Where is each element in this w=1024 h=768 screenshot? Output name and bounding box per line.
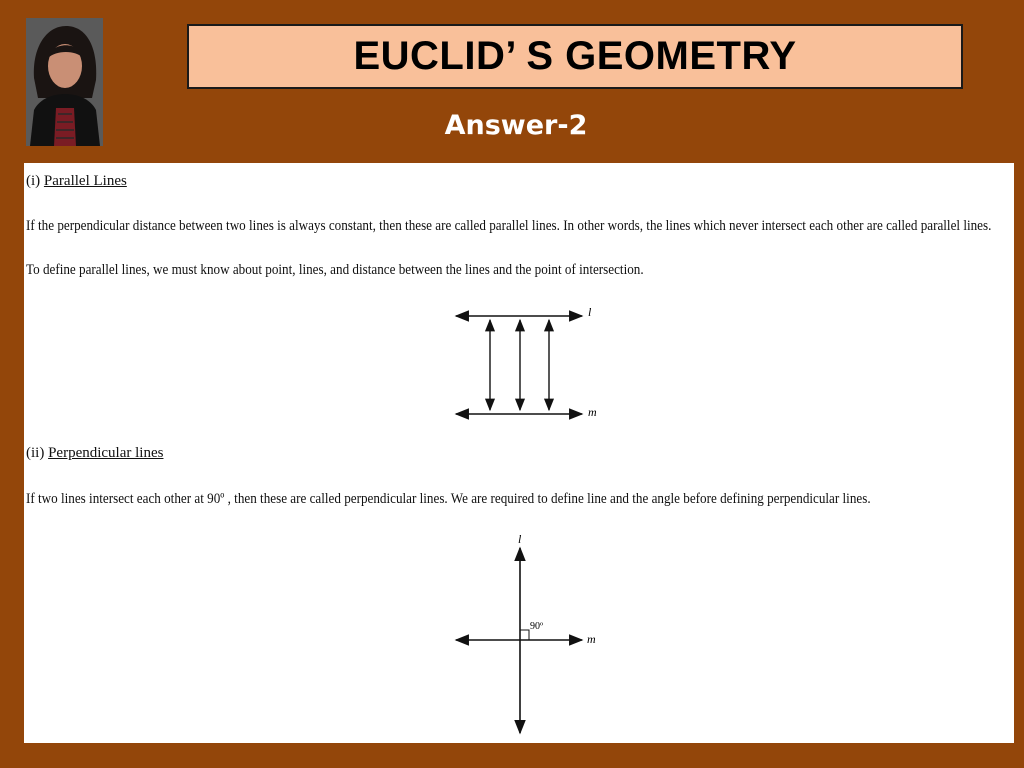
document-panel [24,163,1014,743]
angle-label: 90º [530,621,544,632]
label-l-perpendicular: l [518,532,522,546]
label-m-parallel: m [588,405,597,419]
section1-paragraph1: If the perpendicular distance between two lines is always constant, then these are called parallel lines. In other words, the lines which never intersect each other are called parallel lines. [26,218,992,234]
section2-heading-line [26,445,163,462]
right-angle-marker [520,630,529,640]
label-m-perpendicular: m [587,632,596,646]
section2-heading: Perpendicular lines [48,445,164,461]
section2-text-before: If two lines intersect each other at [26,491,208,507]
section1-paragraph2: To define parallel lines, we must know about point, lines, and distance between the lines and the point of intersection. [26,262,644,278]
parallel-lines-figure [24,163,1014,743]
slide-subtitle: Answer-2 [444,110,588,141]
section1-prefix: (i) [26,173,44,189]
section2-paragraph [26,491,871,508]
section2-text-after: , then these are called perpendicular lines. We are required to define line and the angle before defining perpendicular lines. [224,491,871,507]
section2-prefix: (ii) [26,445,49,461]
title-box [187,24,963,89]
section2-angle-value: 90º [207,491,225,507]
section1-heading: Parallel Lines [43,173,127,189]
label-l-parallel: l [588,305,592,319]
slide-title: EUCLID’ S GEOMETRY [353,34,797,78]
